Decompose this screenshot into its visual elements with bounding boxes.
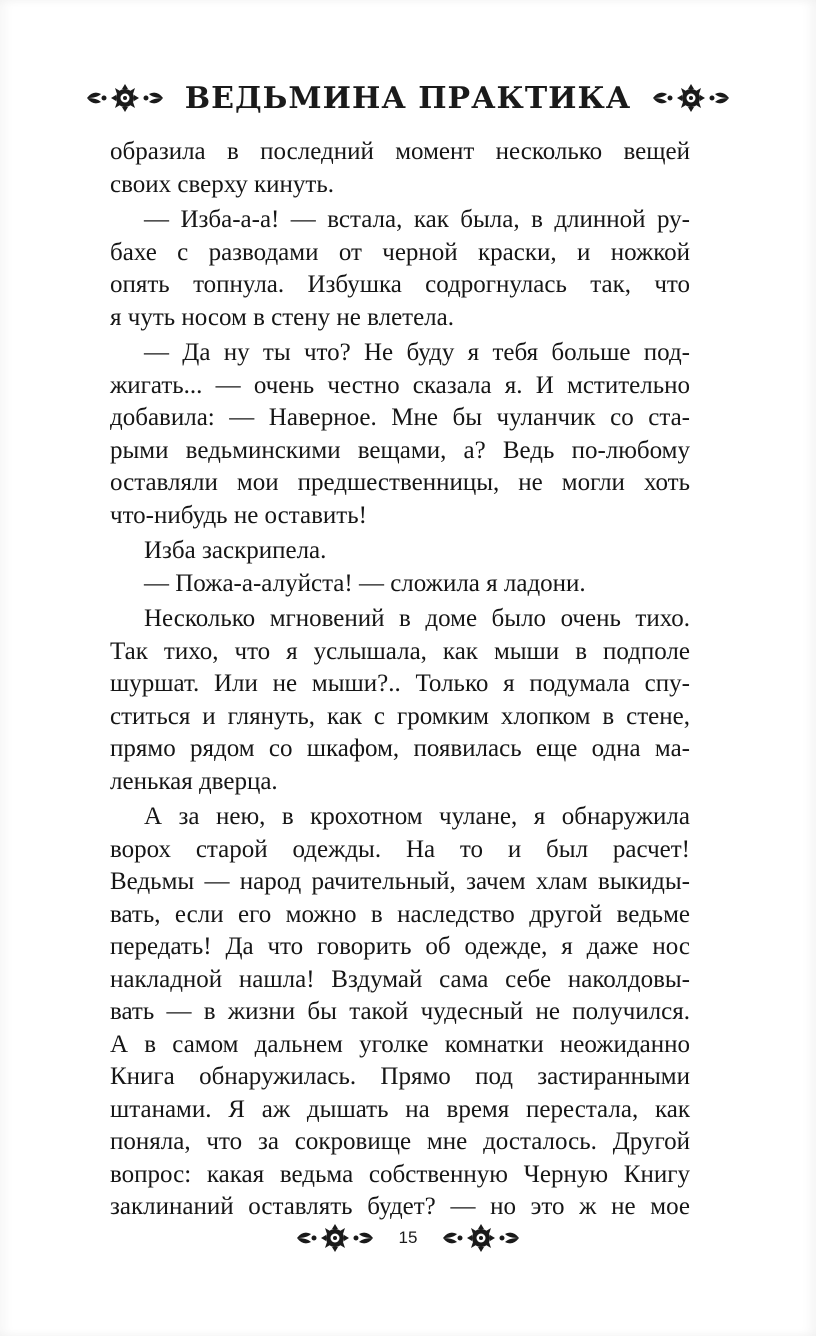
text-line: образила в последний момент несколько вещей — [110, 138, 690, 165]
body-text — [110, 136, 690, 1224]
text-line: я чуть носом в стену не влетела. — [110, 303, 455, 331]
text-line: Ведьмы — народ рачительный, зачем хлам выкиды- — [110, 868, 690, 895]
text-line: заклинаний оставлять будет? — но это ж не мое — [110, 1193, 690, 1220]
text-line: А за нею, в крохотном чулане, я обнаружила — [144, 803, 690, 830]
page-footer — [0, 1218, 816, 1258]
running-title: ВЕДЬМИНА ПРАКТИКА — [184, 80, 632, 116]
text-line: что-нибудь не оставить! — [110, 501, 367, 529]
text-line: передать! Да что говорить об одежде, я даже нос — [110, 933, 690, 960]
folk-flower-ornament-icon — [649, 80, 733, 116]
text-line: ленькая дверца. — [110, 767, 278, 795]
text-line: оставляли мои предшественницы, не могли хоть — [110, 469, 690, 496]
text-line: вопрос: какая ведьма собственную Черную Книгу — [110, 1160, 690, 1188]
text-line: бахе с разводами от черной краски, и ножкой — [110, 238, 690, 266]
text-line: жигать... — очень честно сказала я. И мстительно — [110, 371, 690, 399]
text-line: рыми ведьминскими вещами, а? Ведь по-любому — [110, 436, 690, 464]
text-line: — Пожа-а-алуйста! — сложила я ладони. — [144, 569, 586, 597]
text-line: Несколько мгновений в доме было очень тихо. — [144, 605, 690, 632]
folk-flower-ornament-icon — [83, 80, 167, 116]
text-line: ворох старой одежды. На то и был расчет! — [110, 835, 690, 863]
text-line: А в самом дальнем уголке комнатки неожиданно — [110, 1030, 690, 1058]
text-line: ститься и глянуть, как с громким хлопком в стене, — [110, 702, 690, 730]
page-header — [0, 70, 816, 126]
text-line: вать, если его можно в наследство другой ведьме — [110, 900, 690, 928]
text-line: Изба заскрипела. — [144, 537, 327, 564]
text-line: добавила: — Наверное. Мне бы чуланчик со ста- — [110, 404, 690, 431]
text-line: вать — в жизни бы такой чудесный не получился. — [110, 998, 690, 1025]
text-line: поняла, что за сокровище мне досталось. Другой — [110, 1128, 690, 1155]
text-line: штанами. Я аж дышать на время перестала, как — [110, 1095, 690, 1123]
text-line: накладной нашла! Вздумай сама себе наколдовы- — [110, 965, 690, 993]
text-line: прямо рядом со шкафом, появилась еще одна ма- — [110, 735, 690, 762]
text-line: шуршат. Или не мыши?.. Только я подумала спу- — [110, 670, 690, 697]
folk-flower-ornament-icon — [439, 1220, 523, 1256]
text-line: опять топнула. Избушка содрогнулась так, что — [110, 271, 690, 298]
text-line: — Да ну ты что? Не буду я тебя больше под- — [144, 339, 690, 366]
page-number: 15 — [398, 1228, 418, 1247]
text-line: Так тихо, что я услышала, как мыши в подполе — [110, 637, 690, 665]
text-line: своих сверху кинуть. — [110, 170, 334, 198]
folk-flower-ornament-icon — [293, 1220, 377, 1256]
text-line: — Изба-а-а! — встала, как была, в длинной ру- — [144, 206, 690, 233]
text-line: Книга обнаружилась. Прямо под застиранными — [110, 1063, 690, 1090]
